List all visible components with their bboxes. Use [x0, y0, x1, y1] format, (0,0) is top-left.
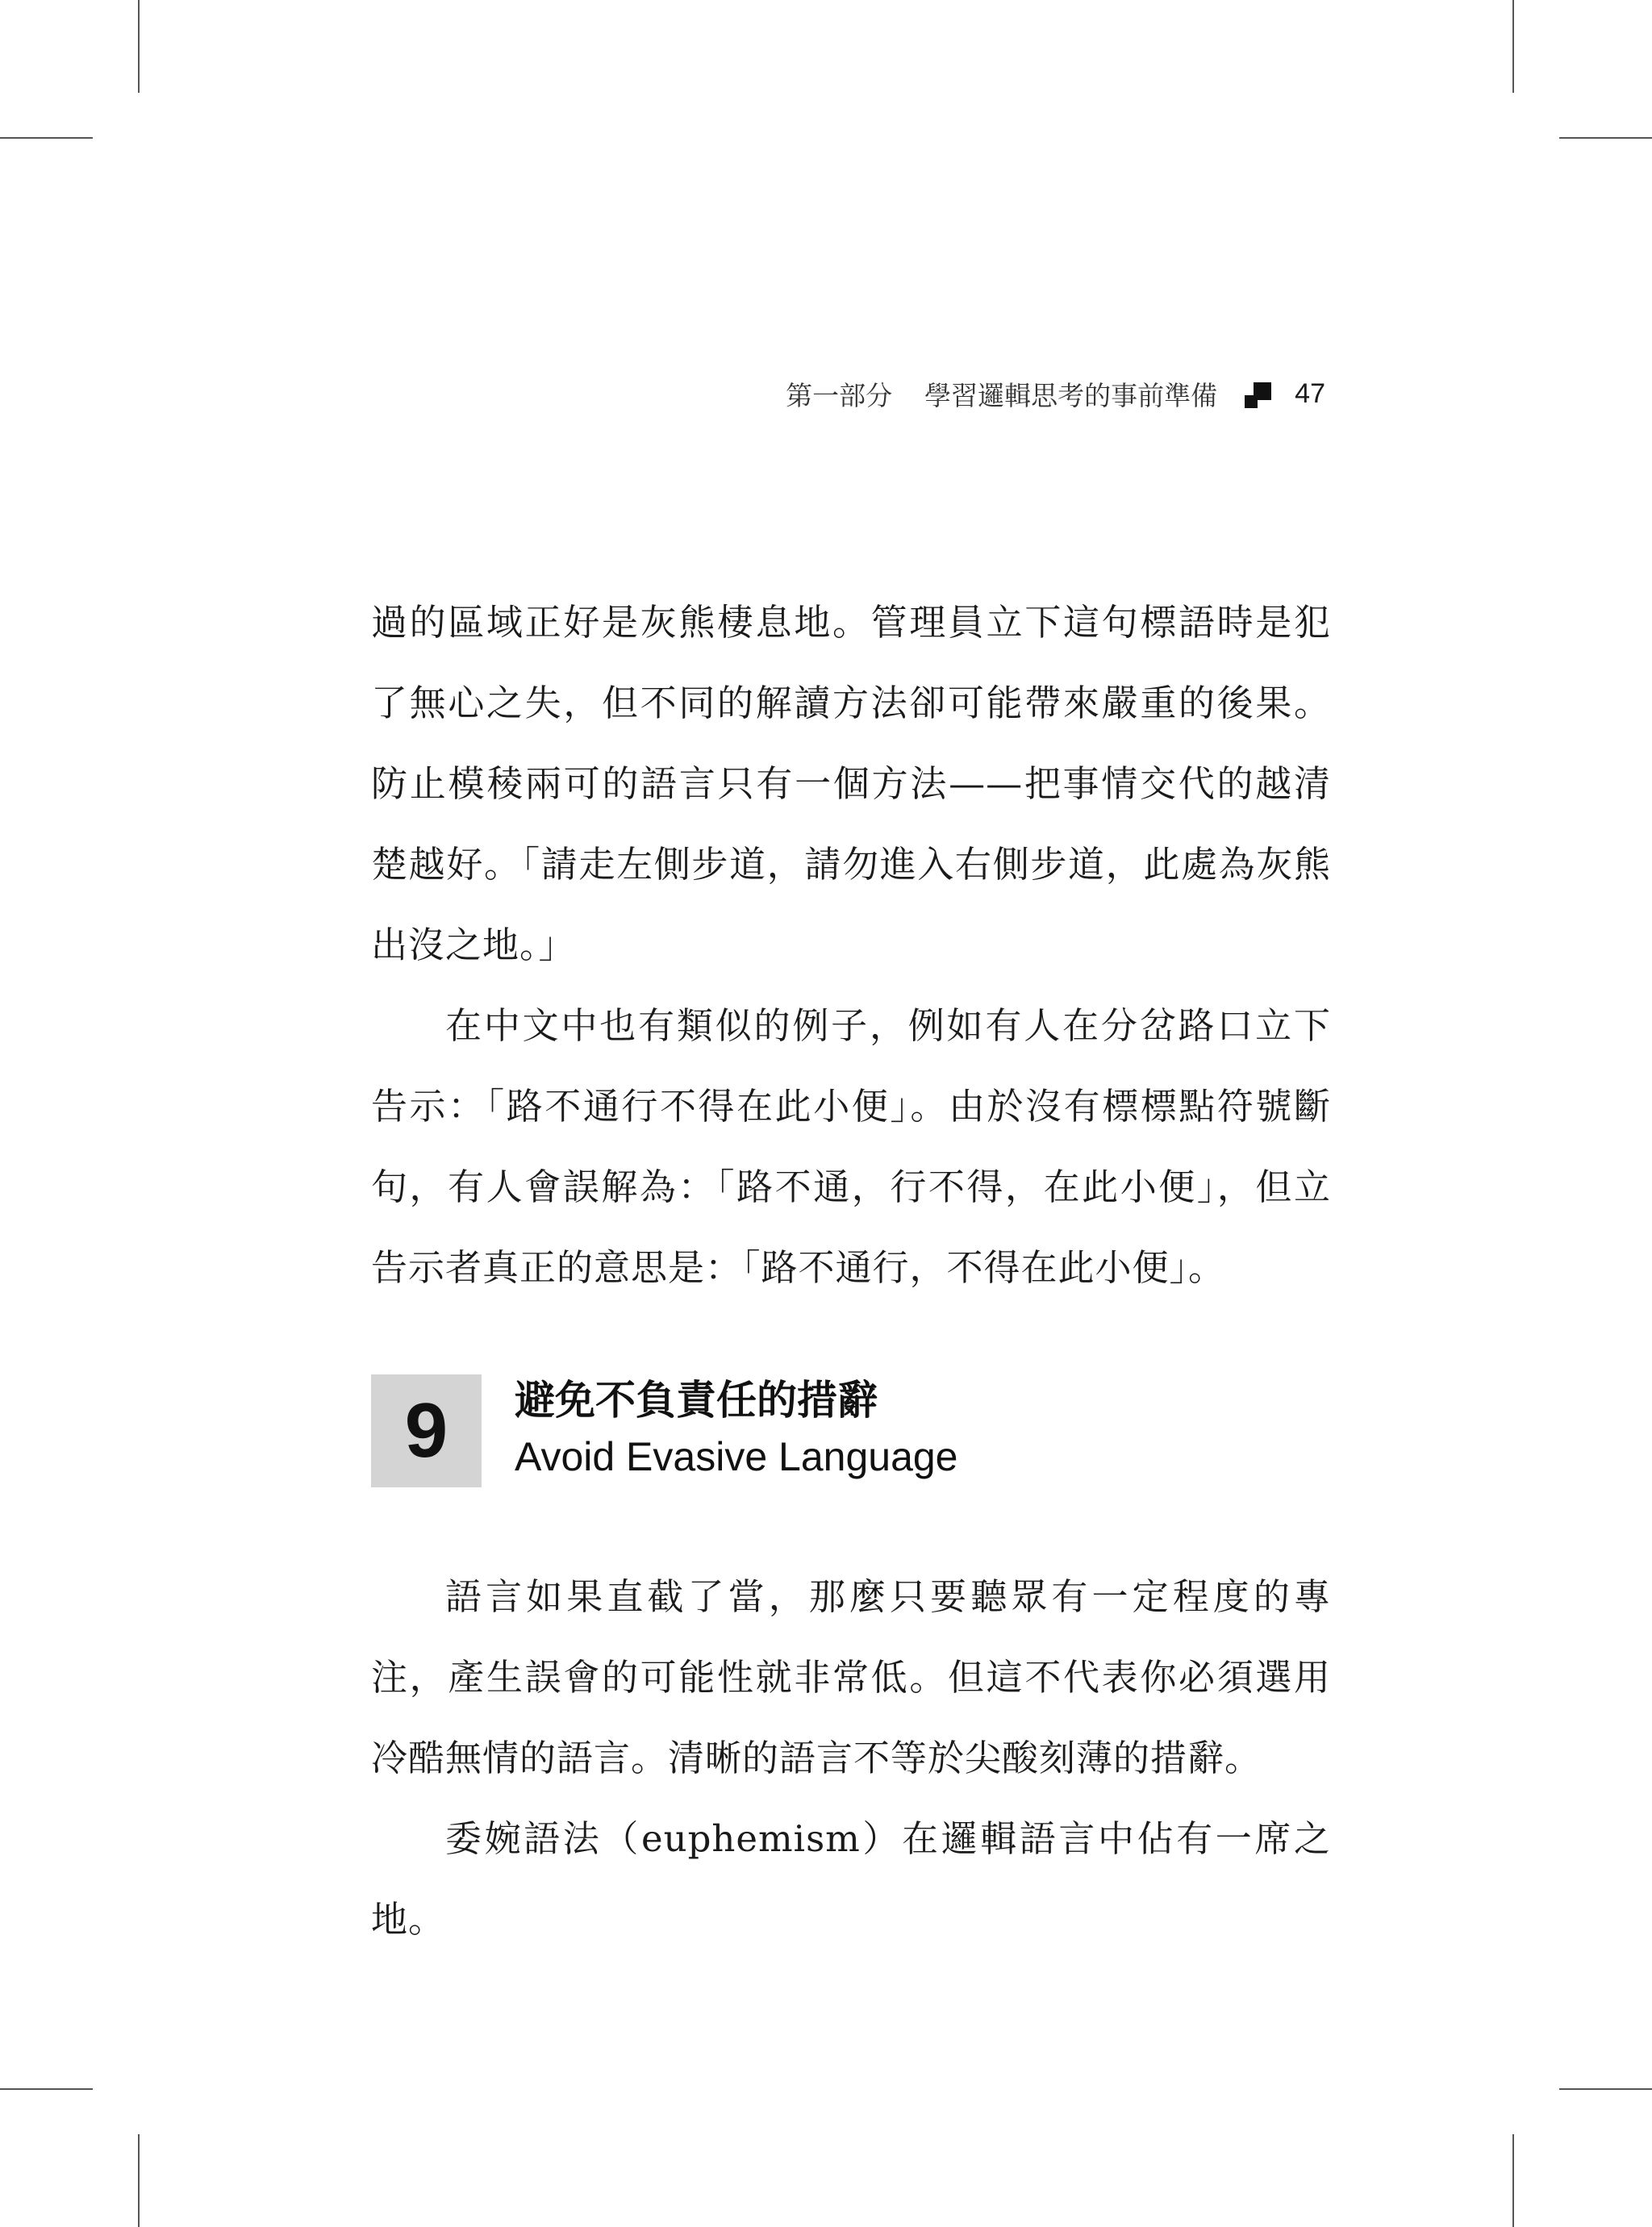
section-heading [371, 1374, 1331, 1487]
running-head [786, 376, 1325, 411]
paragraph-continued: 過的區域正好是灰熊棲息地。管理員立下這句標語時是犯了無心之失，但不同的解讀方法卻可能帶來嚴重的後果。防止模稜兩可的語言只有一個方法——把事情交代的越清楚越好。「請走左側步道，請勿進入右側步道，此處為灰熊出沒之地。」 [371, 601, 1331, 966]
section-title-english: Avoid Evasive Language [515, 1434, 958, 1479]
crop-mark-top-left-vertical [138, 0, 140, 93]
crop-mark-bottom-left-horizontal [0, 2088, 93, 2090]
crop-mark-bottom-right-horizontal [1559, 2088, 1652, 2090]
paragraph: 委婉語法（euphemism）在邏輯語言中佔有一席之地。 [371, 1817, 1331, 1941]
crop-mark-top-right-vertical [1512, 0, 1514, 93]
body-text-before-heading [371, 582, 1331, 1308]
section-number: 9 [404, 1387, 448, 1474]
page-number: 47 [1295, 377, 1325, 409]
crop-mark-top-left-horizontal [0, 137, 93, 139]
paragraph: 在中文中也有類似的例子，例如有人在分岔路口立下告示：「路不通行不得在此小便」。由於沒有標標點符號斷句，有人會誤解為：「路不通，行不得，在此小便」，但立告示者真正的意思是：「路不通行，不得在此小便」。 [371, 1004, 1331, 1289]
crop-mark-top-right-horizontal [1559, 137, 1652, 139]
body-text-after-heading [371, 1557, 1331, 1960]
page-mark-icon [1245, 379, 1274, 408]
crop-mark-bottom-left-vertical [138, 2134, 140, 2227]
running-head-chapter-title: 學習邏輯思考的事前準備 [924, 379, 1218, 411]
crop-mark-bottom-right-vertical [1512, 2134, 1514, 2227]
paragraph: 語言如果直截了當，那麼只要聽眾有一定程度的專注，產生誤會的可能性就非常低。但這不代表你必須選用冷酷無情的語言。清晰的語言不等於尖酸刻薄的措辭。 [371, 1575, 1331, 1779]
section-title-chinese: 避免不負責任的措辭 [515, 1377, 878, 1424]
section-number-box [371, 1374, 482, 1487]
running-head-section: 第一部分 [786, 379, 893, 411]
